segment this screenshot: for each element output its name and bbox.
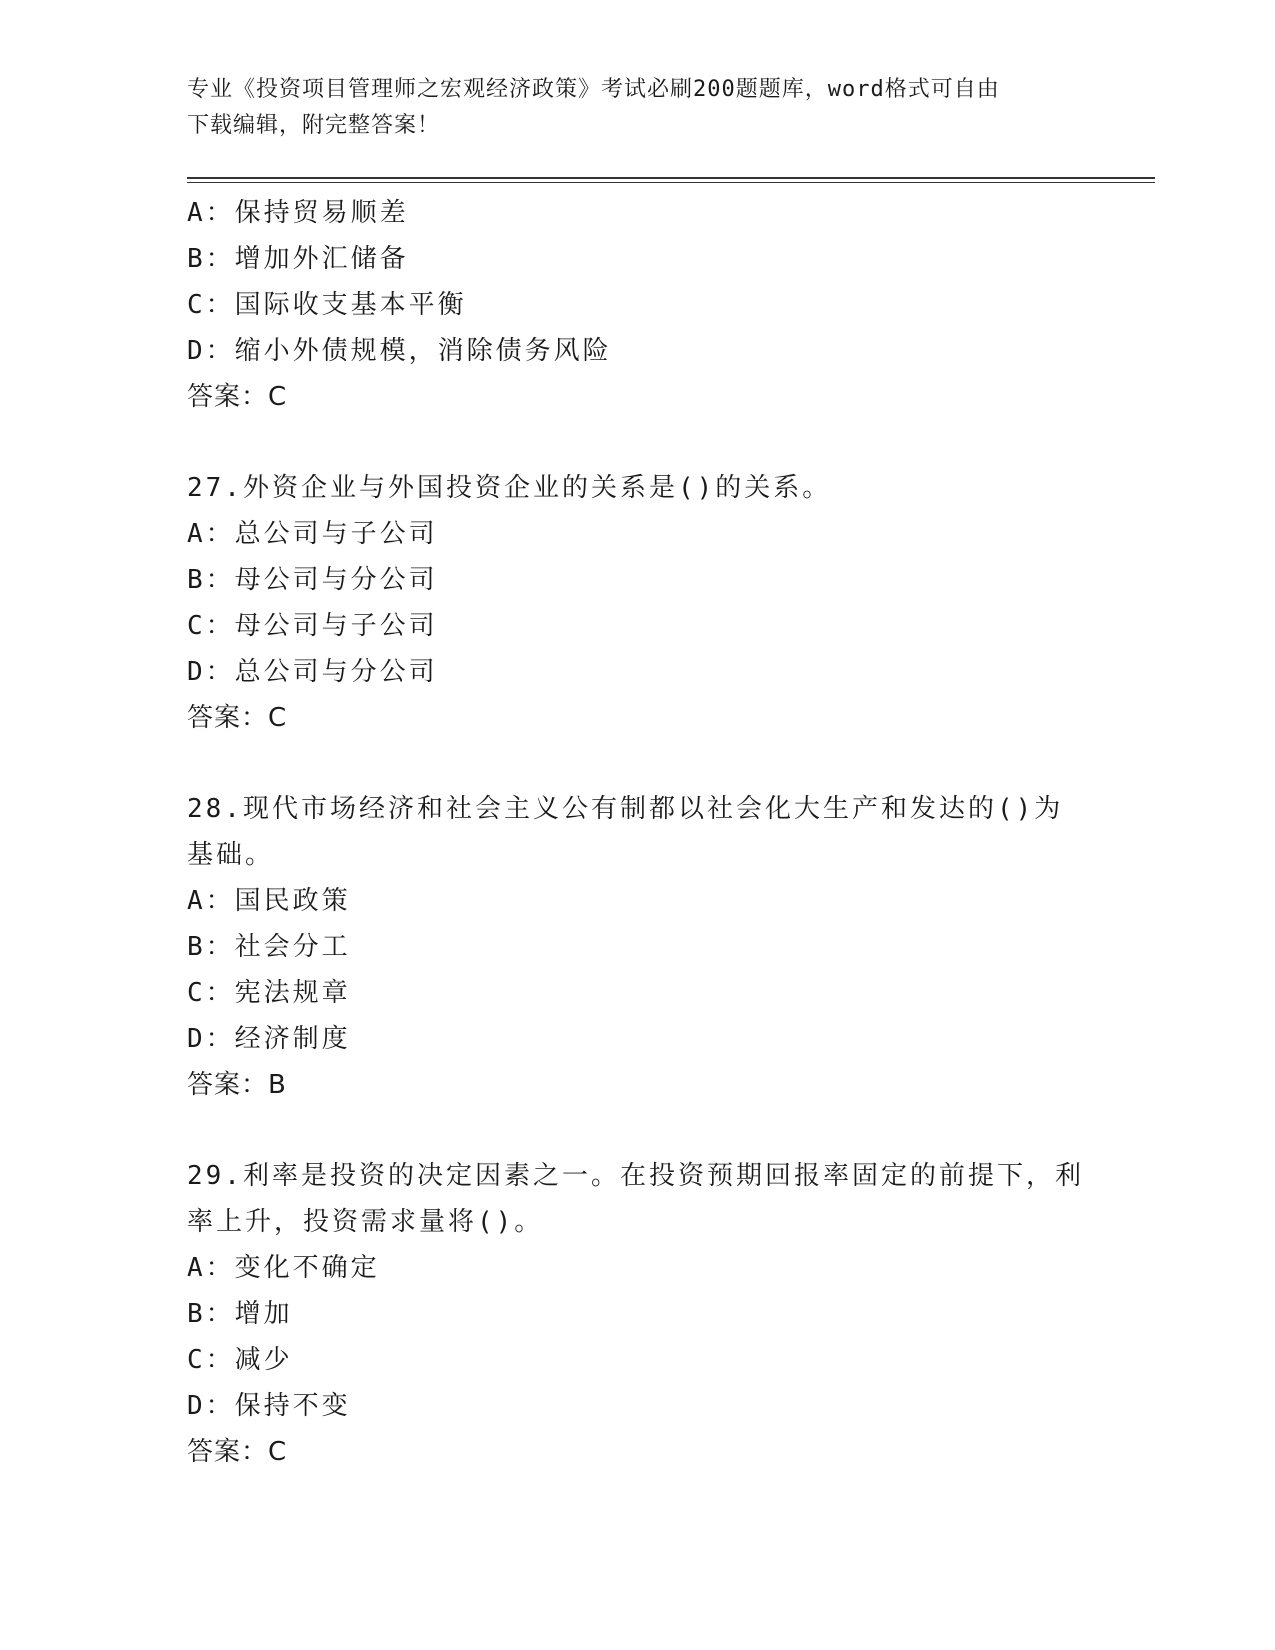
answer: 答案：C [187, 382, 288, 412]
header-line-2: 下载编辑，附完整答案！ [187, 113, 441, 138]
option-c: C：母公司与子公司 [187, 611, 438, 641]
option-d: D：保持不变 [187, 1391, 351, 1421]
question-block-28 [187, 786, 1087, 1108]
document-header [187, 72, 1077, 144]
header-divider-thin [187, 182, 1155, 183]
option-a: A：总公司与子公司 [187, 519, 438, 549]
header-line-1: 专业《投资项目管理师之宏观经济政策》考试必刷200题题库，word格式可自由 [187, 77, 1000, 102]
question-block-27 [187, 465, 1087, 741]
question-block-29 [187, 1153, 1087, 1475]
question-text: 28.现代市场经济和社会主义公有制都以社会化大生产和发达的()为基础。 [187, 794, 1064, 870]
answer: 答案：B [187, 1070, 287, 1100]
option-b: B：增加 [187, 1299, 293, 1329]
answer: 答案：C [187, 703, 288, 733]
option-a: A：保持贸易顺差 [187, 198, 409, 228]
option-d: D：缩小外债规模，消除债务风险 [187, 336, 612, 366]
option-c: C：减少 [187, 1345, 293, 1375]
question-block-26 [187, 190, 1087, 420]
option-c: C：宪法规章 [187, 978, 351, 1008]
option-a: A：变化不确定 [187, 1253, 380, 1283]
header-divider-thick [187, 177, 1155, 179]
option-d: D：经济制度 [187, 1024, 351, 1054]
option-d: D：总公司与分公司 [187, 657, 438, 687]
question-list [187, 190, 1087, 1475]
question-text: 27.外资企业与外国投资企业的关系是()的关系。 [187, 473, 832, 503]
question-text: 29.利率是投资的决定因素之一。在投资预期回报率固定的前提下，利率上升，投资需求量将()。 [187, 1161, 1084, 1237]
answer: 答案：C [187, 1437, 288, 1467]
option-b: B：社会分工 [187, 932, 351, 962]
option-b: B：母公司与分公司 [187, 565, 438, 595]
option-a: A：国民政策 [187, 886, 351, 916]
block-spacer [187, 1108, 1087, 1153]
block-spacer [187, 741, 1087, 786]
option-c: C：国际收支基本平衡 [187, 290, 467, 320]
option-b: B：增加外汇储备 [187, 244, 409, 274]
block-spacer [187, 420, 1087, 465]
